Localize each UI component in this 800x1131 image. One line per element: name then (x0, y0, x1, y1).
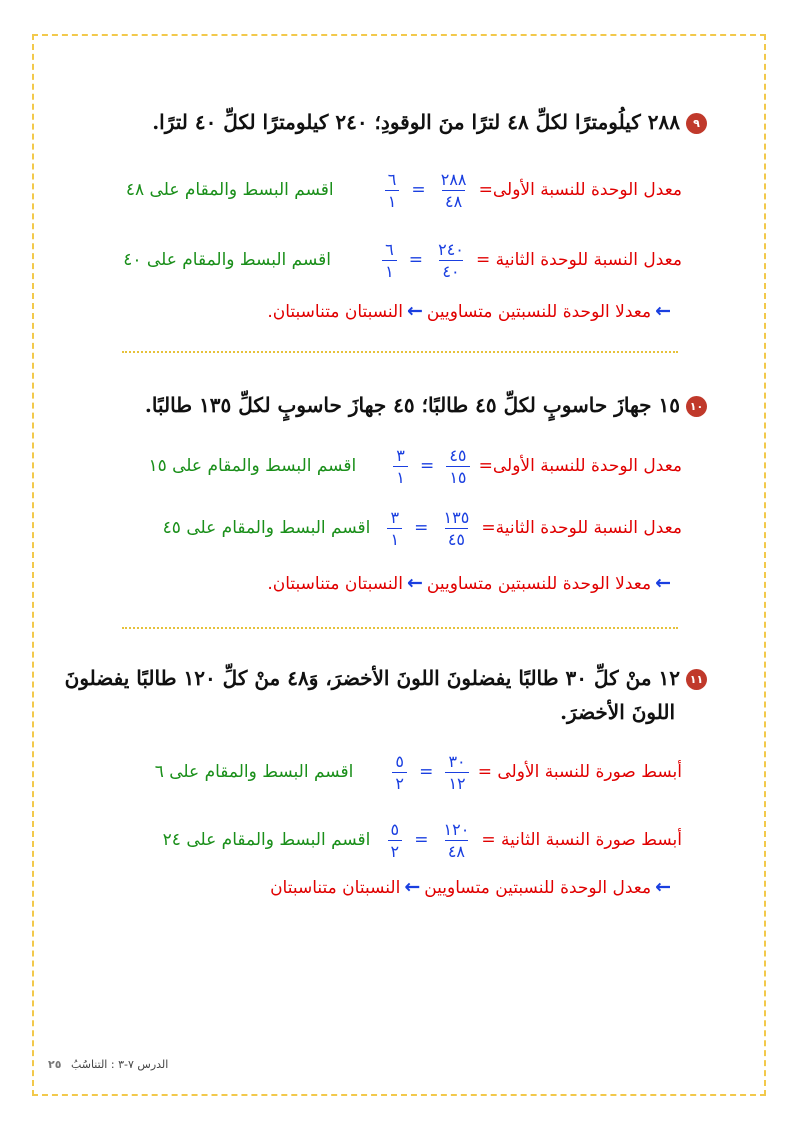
problem-11-statement-cont: اللونَ الأخضرَ. (560, 700, 675, 724)
problem-9-line2: معدل النسبة للوحدة الثانية = $\frac{٢٤٠}{٤٠}$ = $\frac{٦}{١}$ اقسم البسط والمقام على ٤٠ (123, 240, 682, 282)
problem-11-line2: أبسط صورة النسبة الثانية = $\frac{١٢٠}{٤٨}$ = $\frac{٥}{٢}$ اقسم البسط والمقام على ٢٤ (162, 820, 682, 862)
problem-11-line1: أبسط صورة للنسبة الأولى = $\frac{٣٠}{١٢}$ = $\frac{٥}{٢}$ اقسم البسط والمقام على ٦ (154, 752, 682, 794)
problem-11-conclusion: ←معدل الوحدة للنسبتين متساويين←النسبتان متناسبتان (270, 876, 671, 898)
arrow-left-icon: ← (655, 876, 671, 898)
page-footer (48, 1058, 168, 1071)
problem-10-conclusion: ←معدلا الوحدة للنسبتين متساويين←النسبتان متناسبتان. (267, 572, 671, 594)
fraction: $\frac{٥}{٢}$ (392, 752, 407, 793)
fraction: $\frac{٢٨٨}{٤٨}$ (440, 170, 467, 212)
problem-9-number: ٩ (686, 113, 707, 134)
problem-9-line1: معدل الوحدة للنسبة الأولى= $\frac{٢٨٨}{٤٨}$ = $\frac{٦}{١}$ اقسم البسط والمقام على ٤٨ (125, 170, 682, 212)
fraction: $\frac{٤٥}{١٥}$ (446, 446, 469, 487)
problem-10-line2: معدل النسبة للوحدة الثانية= $\frac{١٣٥}{٤٥}$ = $\frac{٣}{١}$ اقسم البسط والمقام على ٤٥ (162, 508, 682, 550)
fraction: $\frac{٥}{٢}$ (388, 820, 403, 861)
section-divider (122, 351, 678, 353)
problem-11-statement: ١١١٢ منْ كلِّ ٣٠ طالبًا يفضلونَ اللونَ الأخضرَ، وَ٤٨ منْ كلِّ ١٢٠ طالبًا يفضلونَ (65, 666, 707, 690)
fraction: $\frac{٦}{١}$ (382, 240, 397, 281)
arrow-left-icon: ← (655, 572, 671, 594)
section-divider (122, 627, 678, 629)
page-number: ٢٥ (48, 1058, 62, 1071)
fraction: $\frac{١٢٠}{٤٨}$ (443, 820, 470, 862)
problem-10-line1: معدل الوحدة للنسبة الأولى= $\frac{٤٥}{١٥}$ = $\frac{٣}{١}$ اقسم البسط والمقام على ١٥ (148, 446, 682, 488)
arrow-left-icon: ← (655, 300, 671, 322)
problem-9-statement: ٩٢٨٨ كيلُومترًا لكلِّ ٤٨ لترًا منَ الوقودِ؛ ٢٤٠ كيلومترًا لكلِّ ٤٠ لترًا. (152, 110, 707, 134)
fraction: $\frac{٣}{١}$ (387, 508, 402, 549)
problem-9-conclusion: ←معدلا الوحدة للنسبتين متساويين←النسبتان متناسبتان. (267, 300, 671, 322)
problem-10-statement: ١٠١٥ جهازَ حاسوبٍ لكلِّ ٤٥ طالبًا؛ ٤٥ جهازَ حاسوبٍ لكلِّ ١٣٥ طالبًا. (145, 393, 707, 417)
problem-11-number: ١١ (686, 669, 707, 690)
arrow-left-icon: ← (406, 300, 423, 322)
lesson-label: الدرس ٧-٣ : التناسُبُ (70, 1058, 169, 1071)
arrow-left-icon: ← (406, 572, 423, 594)
fraction: $\frac{٣}{١}$ (393, 446, 408, 487)
fraction: $\frac{٦}{١}$ (385, 170, 400, 211)
fraction: $\frac{١٣٥}{٤٥}$ (443, 508, 470, 550)
fraction: $\frac{٣٠}{١٢}$ (445, 752, 468, 793)
arrow-left-icon: ← (404, 876, 421, 898)
fraction: $\frac{٢٤٠}{٤٠}$ (438, 240, 464, 282)
problem-10-number: ١٠ (686, 396, 707, 417)
